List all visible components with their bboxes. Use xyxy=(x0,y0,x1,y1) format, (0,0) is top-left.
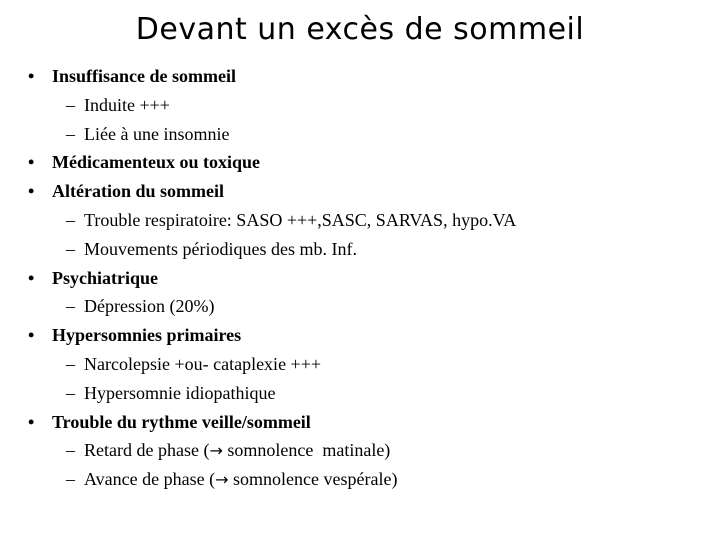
bullet-item xyxy=(28,177,708,206)
sub-label-prefix: Avance de phase ( xyxy=(84,469,216,490)
dash-icon: – xyxy=(66,296,75,317)
dash-icon: – xyxy=(66,382,75,403)
bullet-list xyxy=(28,62,708,494)
dash-icon: – xyxy=(66,353,75,374)
bullet-icon: • xyxy=(28,267,35,288)
bullet-label: Trouble du rythme veille/sommeil xyxy=(52,411,311,432)
bullet-item xyxy=(28,264,708,293)
sub-label-suffix: somnolence matinale) xyxy=(222,440,391,461)
sub-label: Narcolepsie +ou- cataplexie +++ xyxy=(84,353,322,374)
bullet-label: Psychiatrique xyxy=(52,267,158,288)
dash-icon: – xyxy=(66,238,75,259)
bullet-icon: • xyxy=(28,152,35,173)
dash-icon: – xyxy=(66,123,75,144)
sub-item xyxy=(28,235,708,264)
bullet-item xyxy=(28,408,708,437)
bullet-icon: • xyxy=(28,181,35,202)
dash-icon: – xyxy=(66,94,75,115)
slide-title: Devant un excès de sommeil xyxy=(135,12,585,47)
bullet-label: Altération du sommeil xyxy=(52,181,224,202)
sub-label-suffix: somnolence vespérale) xyxy=(228,469,398,490)
bullet-item xyxy=(28,148,708,177)
arrow-right-icon: → xyxy=(209,441,223,461)
sub-label-prefix: Retard de phase ( xyxy=(84,440,210,461)
sub-label: Dépression (20%) xyxy=(84,296,215,317)
dash-icon: – xyxy=(66,440,75,461)
sub-item xyxy=(28,465,708,494)
sub-item xyxy=(28,292,708,321)
dash-icon: – xyxy=(66,469,75,490)
bullet-label: Insuffisance de sommeil xyxy=(52,66,236,86)
bullet-item xyxy=(28,62,708,91)
bullet-label: Médicamenteux ou toxique xyxy=(52,152,260,173)
sub-label: Liée à une insomnie xyxy=(84,123,230,144)
bullet-icon: • xyxy=(28,66,35,86)
sub-label: Induite +++ xyxy=(84,94,170,115)
bullet-label: Hypersomnies primaires xyxy=(52,325,242,346)
bullet-icon: • xyxy=(28,411,35,432)
bullet-icon: • xyxy=(28,325,35,346)
sub-label xyxy=(84,436,390,466)
sub-item xyxy=(28,379,708,408)
sub-item xyxy=(28,91,708,120)
arrow-right-icon: → xyxy=(215,470,229,490)
sub-label: Hypersomnie idiopathique xyxy=(84,382,276,403)
sub-item xyxy=(28,436,708,465)
sub-label: Trouble respiratoire: SASO +++,SASC, SARVAS, hypo.VA xyxy=(84,209,517,230)
dash-icon: – xyxy=(66,209,75,230)
sub-item xyxy=(28,120,708,149)
sub-item xyxy=(28,350,708,379)
bullet-item xyxy=(28,321,708,350)
sub-label xyxy=(84,465,397,495)
sub-item xyxy=(28,206,708,235)
sub-label: Mouvements périodiques des mb. Inf. xyxy=(84,238,357,259)
